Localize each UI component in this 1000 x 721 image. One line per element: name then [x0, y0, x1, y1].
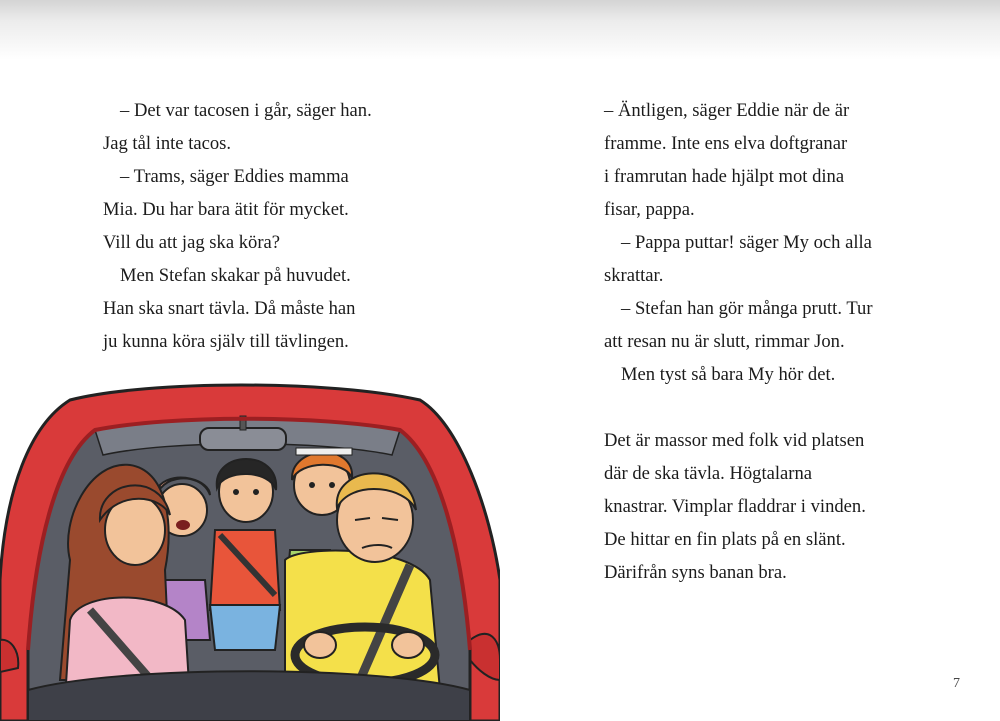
text-line: Mia. Du har bara ätit för mycket.	[103, 199, 349, 220]
dashboard	[28, 671, 470, 721]
paragraph-gap	[604, 391, 964, 424]
right-page-text	[604, 94, 964, 589]
text-line: – Pappa puttar! säger My och alla	[621, 232, 872, 253]
text-line: där de ska tävla. Högtalarna	[604, 463, 813, 484]
car-illustration	[0, 320, 500, 721]
text-line: att resan nu är slutt, rimmar Jon.	[604, 331, 845, 352]
text-line: Jag tål inte tacos.	[103, 133, 232, 154]
text-line: knastrar. Vimplar fladdrar i vinden.	[604, 496, 866, 517]
text-line: Vill du att jag ska köra?	[103, 232, 281, 253]
text-line: i framrutan hade hjälpt mot dina	[604, 166, 845, 187]
text-line: framme. Inte ens elva doftgranar	[604, 133, 848, 154]
text-line: Men tyst så bara My hör det.	[621, 364, 836, 385]
text-line: Därifrån syns banan bra.	[604, 562, 787, 583]
rearview-mirror	[200, 428, 286, 450]
page-number: 7	[953, 676, 960, 691]
text-line: ju kunna köra själv till tävlingen.	[103, 331, 349, 352]
text-line: Han ska snart tävla. Då måste han	[103, 298, 356, 319]
text-line: fisar, pappa.	[604, 199, 695, 220]
text-line: – Trams, säger Eddies mamma	[120, 166, 349, 187]
top-shade	[0, 0, 1000, 60]
text-line: De hittar en fin plats på en slänt.	[604, 529, 846, 550]
text-line: Det är massor med folk vid platsen	[604, 430, 865, 451]
eddie-character	[210, 459, 280, 650]
text-line: – Det var tacosen i går, säger han.	[120, 100, 372, 121]
text-line: skrattar.	[604, 265, 664, 286]
text-line: – Stefan han gör många prutt. Tur	[621, 298, 873, 319]
text-line: – Äntligen, säger Eddie när de är	[604, 100, 850, 121]
text-line: Men Stefan skakar på huvudet.	[120, 265, 351, 286]
left-page-text	[103, 94, 433, 358]
